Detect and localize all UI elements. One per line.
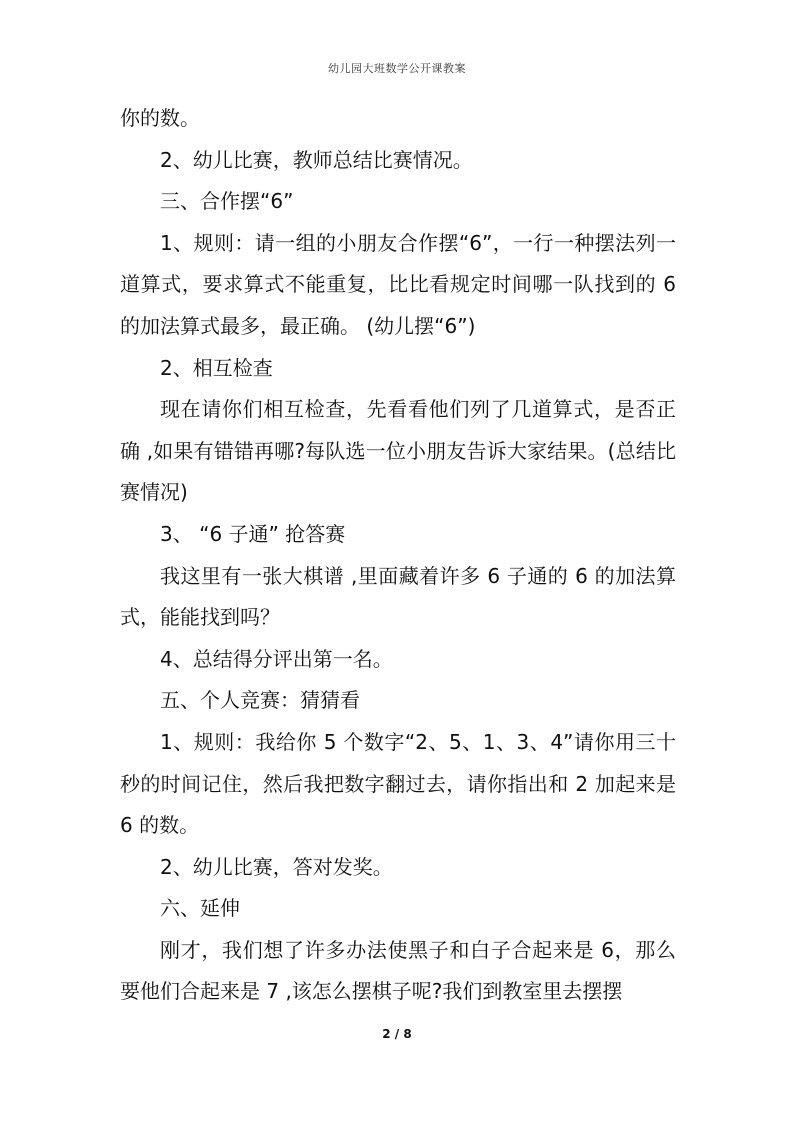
page-number: 2 / 8 — [382, 1027, 412, 1041]
section-heading: 六、延伸 — [160, 896, 240, 921]
paragraph: 3、 “6 子通” 抢答赛 — [160, 521, 346, 546]
paragraph: 刚才，我们想了许多办法使黑子和白子合起来是 6，那么要他们合起来是 7 ,该怎么摆棋子呢?我们到教室里去摆摆 — [120, 937, 676, 1004]
paragraph: 你的数。 — [120, 106, 200, 130]
paragraph: 2、幼儿比赛，教师总结比赛情况。 — [160, 147, 473, 172]
section-heading: 三、合作摆“6” — [160, 189, 294, 214]
paragraph: 2、幼儿比赛，答对发奖。 — [160, 854, 393, 879]
paragraph: 2、相互检查 — [160, 355, 273, 380]
paragraph: 我这里有一张大棋谱 ,里面藏着许多 6 子通的 6 的加法算式，能能找到吗？ — [120, 563, 676, 630]
paragraph: 1、规则：我给你 5 个数字“2、5、1、3、4”请你用三十秒的时间记住，然后我把数字翻过去，请你指出和 2 加起来是 6 的数。 — [120, 729, 676, 838]
paragraph: 4、总结得分评出第一名。 — [160, 646, 393, 671]
document-body — [120, 98, 676, 1013]
page-header: 幼儿园大班数学公开课教案 — [328, 62, 466, 75]
paragraph: 现在请你们相互检查，先看看他们列了几道算式，是否正确 ,如果有错错再哪?每队选一位小朋友告诉大家结果。(总结比赛情况) — [120, 397, 676, 505]
section-heading: 五、个人竞赛：猜猜看 — [160, 688, 360, 713]
paragraph: 1、规则：请一组的小朋友合作摆“6”，一行一种摆法列一道算式，要求算式不能重复，比比看规定时间哪一队找到的 6 的加法算式最多，最正确。 (幼儿摆“6”) — [120, 230, 676, 338]
